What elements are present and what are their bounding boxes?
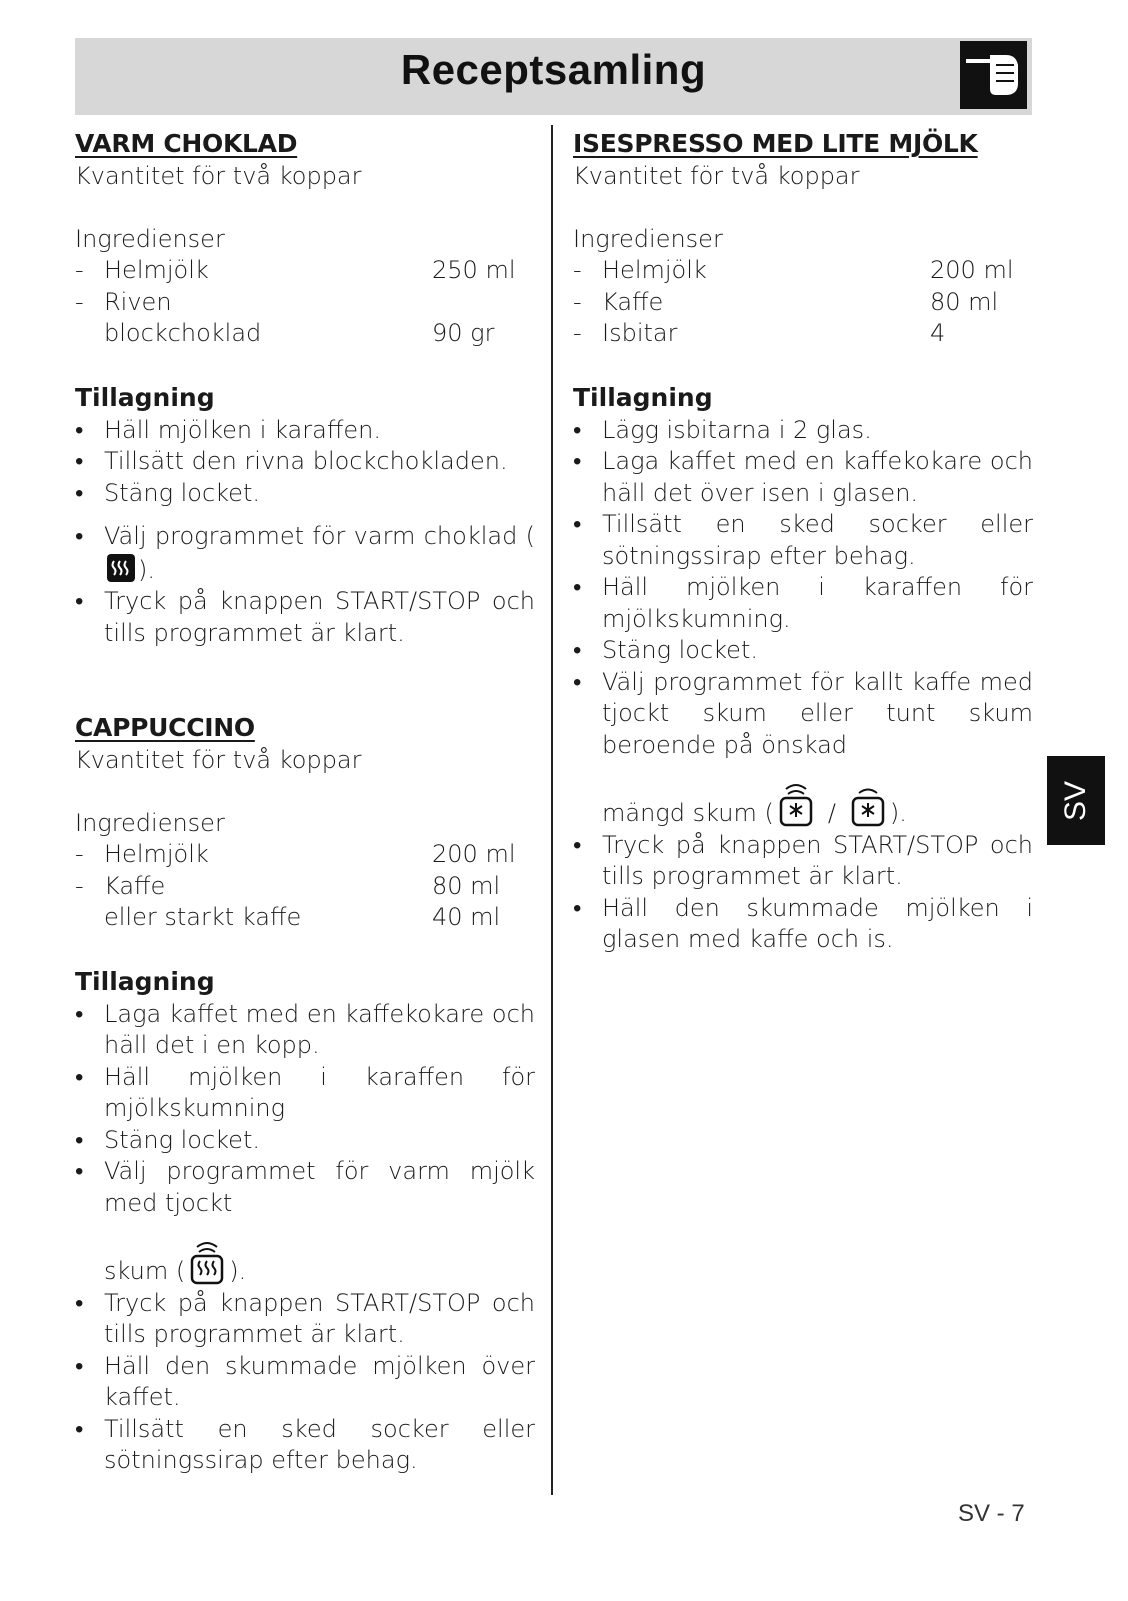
recipe-title-isespresso: ISESPRESSO MED LITE MJÖLK bbox=[573, 129, 978, 158]
list-item: • Stäng locket. bbox=[573, 635, 1033, 667]
ingredient-row: eller starkt kaffe 40 ml bbox=[104, 903, 501, 931]
list-item: • Tryck på knappen START/STOP och tills programmet är klart. bbox=[75, 1288, 535, 1351]
prep-label: Tillagning bbox=[75, 966, 215, 996]
prep-label: Tillagning bbox=[573, 382, 713, 412]
ingredient-row: blockchoklad 90 gr bbox=[104, 319, 495, 347]
list-item: • Stäng locket. bbox=[75, 478, 535, 510]
prep-steps bbox=[573, 415, 1033, 956]
page-title: Receptsamling bbox=[400, 46, 707, 93]
column-divider bbox=[551, 125, 553, 1495]
list-item: • Häll den skummade mjölken över kaffet. bbox=[75, 1351, 535, 1414]
list-item: • Häll mjölken i karaffen för mjölkskumning bbox=[75, 1062, 535, 1125]
recipe-title-cappuccino: CAPPUCCINO bbox=[75, 713, 255, 742]
list-item: • Välj programmet för varm mjölk med tjockt skum ( ). bbox=[75, 1156, 535, 1288]
ingredient-row: - Kaffe 80 ml bbox=[75, 871, 501, 900]
list-item: • Laga kaffet med en kaffekokare och häll det i en kopp. bbox=[75, 999, 535, 1062]
list-item: • Laga kaffet med en kaffekokare och häll det över isen i glasen. bbox=[573, 446, 1033, 509]
ingredients-label: Ingredienser bbox=[573, 224, 723, 253]
list-item: • Tillsätt en sked socker eller sötningssirap efter behag. bbox=[75, 1414, 535, 1477]
right-column bbox=[573, 127, 1033, 956]
ingredient-row: - Isbitar 4 bbox=[573, 319, 946, 347]
page-number: SV - 7 bbox=[958, 1500, 1025, 1527]
page-header bbox=[75, 38, 1032, 115]
list-item: • Tillsätt den rivna blockchokladen. bbox=[75, 446, 535, 478]
quantity-text: Kvantitet för två koppar bbox=[75, 746, 362, 774]
prep-steps bbox=[75, 999, 535, 1477]
ingredients-label: Ingredienser bbox=[75, 808, 225, 837]
prep-label: Tillagning bbox=[75, 382, 215, 412]
list-item: • Stäng locket. bbox=[75, 1125, 535, 1157]
cold-coffee-thick-foam-icon bbox=[776, 781, 816, 827]
list-item: • Häll mjölken i karaffen för mjölkskumning. bbox=[573, 572, 1033, 635]
ingredients-label: Ingredienser bbox=[75, 224, 225, 253]
list-item: • Välj programmet för kallt kaffe med tjockt skum eller tunt skum beroende på önskad mängd skum ( / ). bbox=[573, 667, 1033, 830]
ingredient-row: - Helmjölk 200 ml bbox=[75, 840, 516, 868]
list-item: • Tryck på knappen START/STOP och tills programmet är klart. bbox=[573, 830, 1033, 893]
ingredient-row: - Kaffe 80 ml bbox=[573, 287, 999, 316]
ingredient-row: - Helmjölk 200 ml bbox=[573, 256, 1014, 284]
hot-milk-thick-foam-icon bbox=[187, 1239, 227, 1285]
prep-steps bbox=[75, 415, 535, 650]
list-item: • Tillsätt en sked socker eller sötningssirap efter behag. bbox=[573, 509, 1033, 572]
quantity-text: Kvantitet för två koppar bbox=[75, 162, 362, 190]
quantity-text: Kvantitet för två koppar bbox=[573, 162, 860, 190]
list-item: • Välj programmet för varm choklad (). bbox=[75, 521, 535, 586]
hot-chocolate-program-icon bbox=[106, 553, 136, 583]
language-tab: SV bbox=[1047, 756, 1105, 845]
recipe-title-varm-choklad: VARM CHOKLAD bbox=[75, 129, 298, 158]
ingredient-row: - Riven bbox=[75, 287, 172, 316]
left-column bbox=[75, 127, 535, 1477]
list-item: • Häll mjölken i karaffen. bbox=[75, 415, 535, 447]
cold-coffee-thin-foam-icon bbox=[848, 781, 888, 827]
list-item: • Tryck på knappen START/STOP och tills programmet är klart. bbox=[75, 586, 535, 649]
pointing-hand-icon bbox=[957, 38, 1030, 112]
list-item: • Lägg isbitarna i 2 glas. bbox=[573, 415, 1033, 447]
ingredient-row: - Helmjölk 250 ml bbox=[75, 256, 516, 284]
list-item: • Häll den skummade mjölken i glasen med kaffe och is. bbox=[573, 893, 1033, 956]
